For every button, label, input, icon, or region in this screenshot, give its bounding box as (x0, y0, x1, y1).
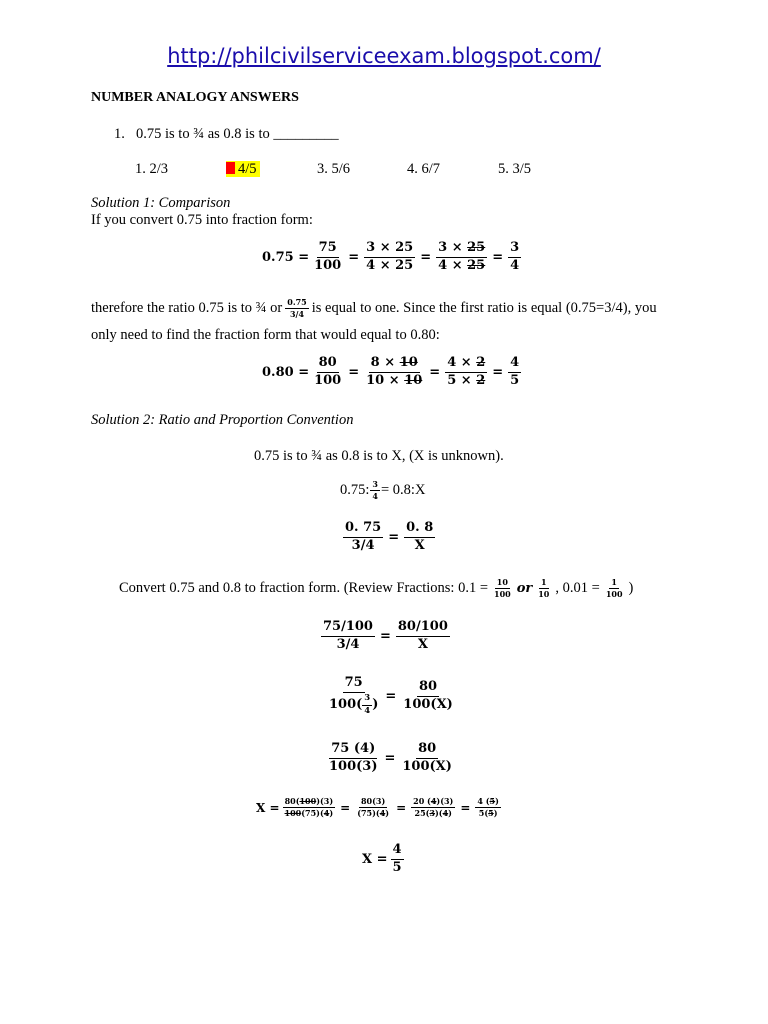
eq2-frac2: $\frac{8 \times 10}{10 \times 10}$ (366, 355, 423, 388)
eq7-frac2: $\frac{80(3)}{(75)(4)}$ (357, 796, 390, 819)
question-text: 0.75 is to ¾ as 0.8 is to _________ (136, 126, 339, 142)
convert-or: or (516, 581, 533, 597)
eq4-frac1: $\frac{75/100}{3/4}$ (323, 619, 373, 652)
review-frac-10-100: $\frac{10}{100}$ (494, 577, 511, 600)
solution1-intro: If you convert 0.75 into fraction form: (91, 212, 313, 228)
review-frac-1-100: $\frac{1}{100}$ (605, 577, 623, 600)
ratio-fraction: $\frac{3}{4}$ (372, 479, 378, 502)
equation-cross: 75 100( $\frac{3}{4}$ ) = $\frac{80}{100(X)}$ (329, 675, 453, 716)
convert-text-c: ) (628, 580, 634, 597)
para-part-b: is equal to one. Since the first ratio is equal (0.75=3/4), you (311, 300, 657, 317)
solution2-statement: 0.75 is to ¾ as 0.8 is to X, (X is unknown). (254, 448, 504, 464)
eq7-frac4: $\frac{4 (5)}{5(5)}$ (477, 796, 499, 819)
choice-4: 4. 6/7 (407, 161, 441, 177)
equation-0-75: 0.75 = $\frac{75}{100}$ = $\frac{3 \times 25}{4 \times 25}$ = $\frac{3 \times 25}{4 \times 25}$ = $\frac{3}{4}$ (262, 240, 520, 273)
eq3-frac2: $\frac{0. 8}{X}$ (406, 520, 434, 553)
eq2-frac4: $\frac{4}{5}$ (510, 355, 520, 388)
eq1-frac1: $\frac{75}{100}$ (314, 240, 342, 273)
eq4-frac2: $\frac{80/100}{X}$ (397, 619, 448, 652)
ratio-right: = 0.8:X (380, 482, 426, 499)
eq2-frac1: $\frac{80}{100}$ (314, 355, 342, 388)
eq8-lhs: X = (362, 851, 388, 867)
eq1-lhs: 0.75 = (262, 249, 310, 265)
eq1-frac4: $\frac{3}{4}$ (510, 240, 520, 273)
eq5-frac1: 75 100( $\frac{3}{4}$ ) (329, 675, 379, 716)
inline-ratio-fraction: $\frac{0.75}{3/4}$ (287, 297, 307, 320)
eq3-frac1: $\frac{0. 75}{3/4}$ (345, 520, 382, 553)
equation-solve-x: X = $\frac{80(100)(3)}{100(75)(4)}$ = $\frac{80(3)}{(75)(4)}$ = $\frac{20 (4)(3)}{25(3)(4)}$ = $\frac{4 (5)}{5(5)}$ (256, 796, 499, 819)
solution2-title: Solution 2: Ratio and Proportion Convention (91, 412, 354, 428)
eq2-frac3: $\frac{4 \times 2}{5 \times 2}$ (447, 355, 486, 388)
para-part-a: therefore the ratio 0.75 is to ¾ or (91, 300, 283, 317)
convert-line (119, 578, 633, 599)
eq5-frac2: $\frac{80}{100(X)}$ (403, 678, 453, 712)
eq1-frac3: $\frac{3 \times 25}{4 \times 25}$ (438, 240, 486, 273)
equation-simplified: $\frac{75 (4)}{100(3)}$ = $\frac{80}{100(X)}$ (329, 741, 452, 774)
solution1-paragraph-line2: only need to find the fraction form that would equal to 0.80: (91, 327, 440, 343)
equation-answer (362, 843, 407, 876)
convert-text-a: Convert 0.75 and 0.8 to fraction form. (Review Fractions: 0.1 = (119, 580, 488, 597)
equation-proportion: $\frac{0. 75}{3/4}$ = $\frac{0. 8}{X}$ (345, 520, 434, 553)
solution1-title: Solution 1: Comparison (91, 195, 231, 211)
eq1-frac2: $\frac{3 \times 25}{4 \times 25}$ (366, 240, 414, 273)
page-heading: NUMBER ANALOGY ANSWERS (91, 90, 299, 105)
answer-marker (226, 162, 235, 174)
choice-1: 1. 2/3 (135, 161, 169, 177)
choice-2-label: 4/5 (238, 161, 257, 177)
eq7-lhs: X = (256, 800, 280, 815)
eq7-frac1: $\frac{80(100)(3)}{100(75)(4)}$ (284, 796, 334, 819)
ratio-line (340, 480, 425, 501)
solution1-paragraph-line1 (91, 298, 657, 319)
question-number: 1. (114, 126, 125, 142)
choice-3: 3. 5/6 (317, 161, 351, 177)
choice-2-correct (226, 161, 260, 178)
eq6-frac1: $\frac{75 (4)}{100(3)}$ (329, 741, 378, 774)
eq8-frac: $\frac{4}{5}$ (392, 842, 402, 875)
eq6-frac2: $\frac{80}{100(X)}$ (402, 741, 452, 774)
eq2-lhs: 0.80 = (262, 364, 310, 380)
equation-0-80: 0.80 = $\frac{80}{100}$ = $\frac{8 \times 10}{10 \times 10}$ = $\frac{4 \times 2}{5 \times 2}$ = $\frac{4}{5}$ (262, 355, 520, 388)
convert-text-b: , 0.01 = (555, 580, 600, 597)
eq7-frac3: $\frac{20 (4)(3)}{25(3)(4)}$ (413, 796, 454, 819)
blog-url-link[interactable]: http://philcivilserviceexam.blogspot.com/ (167, 44, 601, 68)
review-frac-1-10: $\frac{1}{10}$ (538, 577, 550, 600)
answer-highlight (226, 161, 260, 177)
equation-fraction-form: $\frac{75/100}{3/4}$ = $\frac{80/100}{X}$ (323, 619, 448, 652)
choice-5: 5. 3/5 (498, 161, 532, 177)
ratio-left: 0.75: (340, 482, 370, 499)
